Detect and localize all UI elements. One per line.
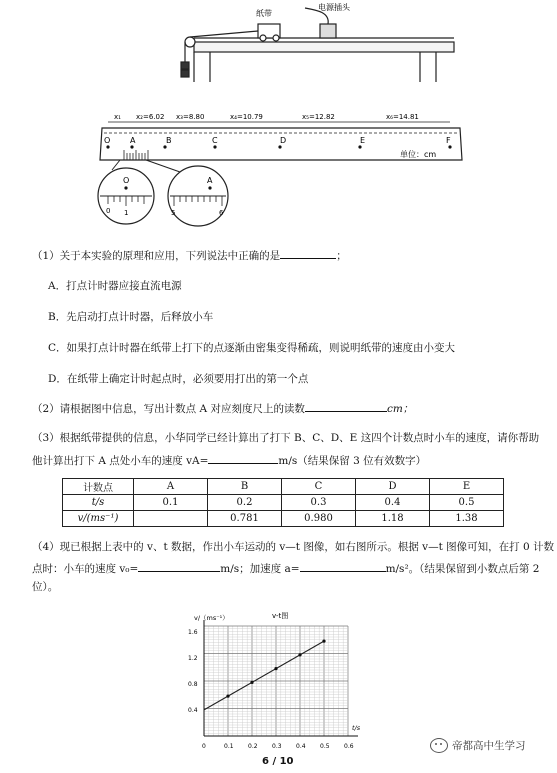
q3-line-2-post: m/s（结果保留 3 位有效数字）	[278, 455, 427, 467]
q2-answer-blank[interactable]	[305, 400, 387, 412]
chart-y-tick-0: 0.4	[188, 707, 198, 714]
gap-label-5: x₅=12.82	[302, 113, 335, 121]
q1-option-d: D．在纸带上确定计时起点时，必须要用打出的第一个点	[48, 373, 309, 385]
table-cell: 0.1	[134, 495, 208, 511]
chart-x-label: t/s	[352, 724, 361, 732]
point-label-a: A	[130, 136, 136, 145]
q1-option-b: B．先启动打点计时器，后释放小车	[48, 311, 214, 323]
q4-line-2-mid: m/s；加速度 a=	[220, 563, 300, 575]
table-cell: 计数点	[63, 479, 134, 495]
table-cell: v/(ms⁻¹)	[63, 511, 134, 527]
gap-label-4: x₄=10.79	[230, 113, 263, 121]
chart-x-tick-6: 0.6	[344, 743, 354, 750]
table-cell: 1.18	[356, 511, 430, 527]
table-cell: 0.4	[356, 495, 430, 511]
watermark-text: 帝都高中生学习	[452, 740, 526, 752]
chart-y-tick-2: 1.2	[188, 655, 198, 662]
gap-label-6: x₆=14.81	[386, 113, 419, 121]
data-point	[274, 667, 277, 670]
data-point	[322, 640, 325, 643]
q2-text	[32, 400, 413, 416]
q1-stem-text: （1）关于本实验的原理和应用，下列说法中正确的是	[32, 250, 281, 262]
q2-question: （2）请根据图中信息，写出计数点 A 对应刻度尺上的读数	[32, 403, 305, 415]
data-point	[226, 695, 229, 698]
table-cell: E	[430, 479, 504, 495]
q1-stem	[32, 247, 347, 263]
q3-line-2-pre: 他计算出打下 A 点处小车的速度 vA=	[32, 455, 209, 467]
q4-line-1: （4）现已根据上表中的 v、t 数据，作出小车运动的 v—t 图像，如右图所示。根据 v—t 图像可知，在打 0 计数	[32, 541, 555, 553]
q2-unit: cm；	[386, 403, 414, 415]
chart-x-tick-0: 0	[202, 743, 206, 750]
zoom-left-letter: O	[123, 176, 130, 185]
plug-label: 电源插头	[318, 3, 350, 12]
q3-line-1: （3）根据纸带提供的信息，小华同学已经计算出了打下 B、C、D、E 这四个计数点时小车的速度，请你帮助	[32, 432, 540, 444]
table-cell: 0.5	[430, 495, 504, 511]
point-label-o: O	[104, 136, 111, 145]
chart-y-tick-1: 0.8	[188, 681, 198, 688]
data-point	[250, 681, 253, 684]
table-cell: 0.980	[282, 511, 356, 527]
gap-label-1: x₁	[114, 113, 121, 121]
chart-series	[204, 640, 326, 710]
data-point	[298, 653, 301, 656]
table-cell: 1.38	[430, 511, 504, 527]
watermark	[430, 738, 526, 753]
chart-x-tick-3: 0.3	[272, 743, 282, 750]
q4-a-blank[interactable]	[300, 560, 386, 572]
point-label-b: B	[166, 136, 172, 145]
q3-answer-blank[interactable]	[208, 452, 278, 464]
q4-line-2-post: m/s²。（结果保留到小数点后第 2	[385, 563, 540, 575]
table-cell: D	[356, 479, 430, 495]
point-label-e: E	[360, 136, 366, 145]
zoom-left-tick-0: 0	[106, 207, 111, 215]
chart-grid	[204, 626, 348, 736]
point-label-c: C	[212, 136, 218, 145]
zoom-right-tick-0: 5	[171, 209, 176, 217]
apparatus-figure	[90, 0, 470, 232]
chart-x-tick-1: 0.1	[224, 743, 234, 750]
table-cell: 0.781	[208, 511, 282, 527]
gap-label-2: x₂=6.02	[136, 113, 165, 121]
table-cell: t/s	[63, 495, 134, 511]
chart-x-tick-2: 0.2	[248, 743, 258, 750]
table-row	[63, 479, 504, 495]
vt-chart	[180, 606, 380, 758]
point-label-d: D	[280, 136, 287, 145]
q1-option-a: A．打点计时器应接直流电源	[48, 280, 182, 292]
table-row	[63, 495, 504, 511]
q4-line-2-pre: 点时：小车的速度 v₀=	[32, 563, 139, 575]
zoom-left-tick-1: 1	[124, 209, 129, 217]
q1-option-c: C．如果打点计时器在纸带上打下的点逐渐由密集变得稀疏，则说明纸带的速度由小变大	[48, 342, 456, 354]
chart-y-label: v/（ms⁻¹）	[194, 614, 229, 622]
chart-x-tick-4: 0.4	[296, 743, 306, 750]
tape-label: 纸带	[256, 9, 272, 18]
chart-y-tick-3: 1.6	[188, 629, 198, 636]
table-cell: A	[134, 479, 208, 495]
page-number: 6 / 10	[262, 756, 294, 767]
q4-line-2	[32, 560, 539, 576]
q4-line-3: 位）。	[32, 581, 59, 593]
chart-title: v-t图	[272, 612, 289, 620]
table-row	[63, 511, 504, 527]
q4-v0-blank[interactable]	[138, 560, 220, 572]
table-cell: 0.3	[282, 495, 356, 511]
zoom-right-tick-1: 6	[219, 209, 224, 217]
table-cell-va-blank[interactable]	[134, 511, 208, 527]
point-label-f: F	[446, 136, 451, 145]
q1-stem-tail: ；	[336, 250, 347, 262]
table-cell: B	[208, 479, 282, 495]
q3-line-2	[32, 452, 426, 468]
unit-label: 单位：cm	[400, 150, 437, 159]
q1-answer-blank[interactable]	[280, 247, 336, 259]
chart-x-tick-5: 0.5	[320, 743, 330, 750]
velocity-table	[62, 478, 504, 527]
ramp-illustration	[181, 8, 454, 82]
zoom-right-letter: A	[207, 176, 213, 185]
table-cell: 0.2	[208, 495, 282, 511]
table-cell: C	[282, 479, 356, 495]
zoom-lens-right	[146, 160, 228, 226]
wechat-icon	[430, 738, 448, 753]
gap-label-3: x₃=8.80	[176, 113, 205, 121]
